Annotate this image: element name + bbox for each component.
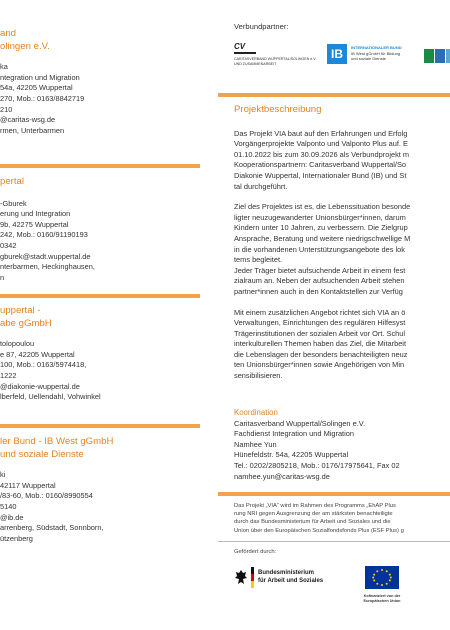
project-heading: Projektbeschreibung [234, 104, 322, 115]
contact-email[interactable]: @diakonie-wuppertal.de [0, 381, 80, 391]
thin-divider [218, 541, 450, 542]
section-divider [218, 93, 450, 97]
flag-black [251, 567, 254, 574]
project-text-line: Trägerinstitutionen der sozialen Arbeit vor Ort. Schul [234, 328, 406, 338]
contact-districts: arrenberg, Südstadt, Sonnborn, [0, 523, 104, 533]
funding-line: rung NRI gegen Ausgrenzung der am stärksten benachteiligte [234, 511, 393, 518]
project-text-line: zialraum an. Neben der aufsuchenden Arbeit stehen [234, 276, 405, 286]
contact-line: ka [0, 62, 8, 72]
logo-underline [234, 52, 256, 54]
funding-note [234, 502, 450, 535]
bmas-logo [234, 566, 334, 596]
ib-logo [327, 44, 407, 68]
contact-line: 1222 [0, 370, 17, 380]
ib-logo-mark: IB [327, 44, 347, 64]
contact-email[interactable]: gburek@stadt.wuppertal.de [0, 251, 91, 261]
contact-line: erung und Integration [0, 209, 71, 219]
contact-line: 0342 [0, 240, 17, 250]
project-text-line: Das Projekt VIA baut auf den Erfahrungen und Erfolg [234, 128, 408, 138]
contact-line: 54a, 42205 Wuppertal [0, 83, 73, 93]
eu-logo [352, 566, 412, 612]
diakonie-logo-block [435, 49, 445, 63]
contact-heading-line: uppertal - [0, 305, 41, 316]
contact-heading-line: abe gGmbH [0, 317, 52, 329]
project-text-line: Vorgängerprojekte Valponto und Valponto Plus auf. E [234, 139, 408, 149]
section-divider [0, 294, 200, 298]
section-divider [0, 424, 200, 428]
ib-logo-caption: INTERNATIONALER BUND [351, 45, 402, 50]
project-text-line: sensibilisieren. [234, 371, 283, 381]
bmas-line: Bundesministerium [258, 570, 315, 576]
contact-line: ntegration und Migration [0, 72, 80, 82]
contact-districts: rmen, Unterbarmen [0, 125, 65, 135]
section-divider [218, 492, 450, 496]
contact-line: 42117 Wuppertal [0, 480, 56, 490]
contact-heading-line: pertal [0, 176, 24, 187]
contact-districts: nterbarmen, Heckinghausen, [0, 262, 95, 272]
contact-line: /83-60, Mob.: 0160/8990554 [0, 491, 93, 501]
project-text-line: Kindern unter 10 Jahren, zu verbessern. Die Zielgrup [234, 223, 408, 233]
coordination-heading: Koordination [234, 408, 278, 417]
coordination-line: Tel.: 0202/2805218, Mob.: 0176/17975641, Fax 02 [234, 460, 400, 470]
contact-line: ki [0, 470, 6, 480]
contact-line: -Gburek [0, 198, 27, 208]
project-text-line: die Lebenslagen der besonders benachteiligten neuz [234, 349, 408, 359]
project-description [234, 104, 450, 382]
coordination-block [234, 408, 450, 482]
federal-eagle-icon [234, 568, 248, 590]
contact-email[interactable]: @caritas-wsg.de [0, 115, 56, 125]
project-text-line: interkulturellen Themen haben das Ziel, die Mitarbeit [234, 339, 406, 349]
contact-districts: lberfeld, Uellendahl, Vohwinkel [0, 392, 101, 402]
contact-block-caritas [0, 28, 200, 136]
project-text-line: Ziel des Projektes ist es, die Lebenssituation besonde [234, 202, 411, 212]
diakonie-logo [424, 47, 450, 65]
contact-block-ib [0, 436, 200, 544]
contact-districts: n [0, 272, 5, 282]
project-text-line: tems begleitet. [234, 255, 283, 265]
contact-heading-line: olingen e.V. [0, 40, 50, 52]
caritas-logo-caption: CARITASVERBAND WUPPERTAL/SOLINGEN e.V. [234, 57, 317, 61]
section-divider [0, 164, 200, 168]
partners-label: Verbundpartner: [234, 22, 289, 31]
coordination-line: Caritasverband Wuppertal/Solingen e.V. [234, 418, 366, 428]
contact-line: 5140 [0, 501, 17, 511]
contact-line: tolopoulou [0, 339, 35, 349]
funding-line: Das Projekt „VIA“ wird im Rahmen des Programms „EhAP Plus [234, 503, 396, 509]
contact-block-diakonie [0, 305, 200, 403]
funding-line: Union über den Europäischen Sozialfondsfonds Plus (ESF Plus) g [234, 527, 404, 534]
diakonie-logo-block [446, 49, 450, 63]
project-text-line: ligter neuzugewanderter Unionsbürger*innen, darum [234, 212, 406, 222]
contact-line: 9b, 42275 Wuppertal [0, 219, 69, 229]
diakonie-logo-block [424, 49, 434, 63]
project-text-line: Ansprache, Beratung und weitere niedrigschwellige M [234, 233, 411, 243]
project-text-line: Jeder Träger bietet aufsuchende Arbeit in einem fest [234, 265, 406, 275]
contact-email[interactable]: @ib.de [0, 512, 24, 522]
contact-line: 210 [0, 104, 13, 114]
coordination-email[interactable]: namhee.yun@caritas-wsg.de [234, 471, 330, 481]
caritas-logo-caption: UND ZUSAMMENARBEIT [234, 62, 277, 66]
contact-heading-line: and [0, 28, 17, 39]
caritas-logo [234, 42, 332, 70]
caritas-logo-mark: CV [234, 42, 246, 51]
project-text-line: tal durchgeführt. [234, 181, 288, 191]
contact-line: 242, Mob.: 0160/91190193 [0, 230, 88, 240]
contact-block-stadt [0, 176, 200, 283]
project-text-line: ten Unionsbürger*innen sowie Angehörigen von Min [234, 360, 405, 370]
contact-line: e 87, 42205 Wuppertal [0, 349, 75, 359]
coordination-line: Fachdienst Integration und Migration [234, 429, 354, 439]
contact-heading-line: und soziale Dienste [0, 448, 84, 460]
funded-by-label: Gefördert durch: [234, 549, 277, 555]
coordination-line: Namhee Yun [234, 439, 277, 449]
contact-districts: ützenberg [0, 533, 33, 543]
project-text-line: in die vorhandenen Unterstützungsangebote des lok [234, 244, 405, 254]
funding-line: durch das Bundesministerium für Arbeit und Soziales und die [234, 519, 391, 526]
project-text-line: Diakonie Wuppertal, Internationaler Bund (IB) und St [234, 170, 407, 180]
project-text-line: Mit einem zusätzlichen Angebot richtet sich VIA an ö [234, 307, 406, 317]
flag-gold [251, 581, 254, 588]
coordination-line: Hünefeldstr. 54a, 42205 Wuppertal [234, 450, 349, 460]
ib-logo-caption: und soziale Dienste [351, 56, 386, 61]
contact-heading-line: ler Bund - IB West gGmbH [0, 436, 114, 447]
bmas-line: für Arbeit und Soziales [258, 577, 324, 584]
project-text-line: 01.10.2022 bis zum 30.09.2026 als Verbundprojekt m [234, 149, 410, 159]
contact-line: 100, Mob.: 0163/5974418, [0, 360, 87, 370]
eu-caption: Europäischen Union [363, 599, 401, 603]
eu-caption: Kofinanziert von der [363, 594, 401, 598]
project-text-line: partner*innen auch in den Kontaktstellen zur Verfüg [234, 286, 403, 296]
project-text-line: Kooperationspartnern: Caritasverband Wuppertal/So [234, 160, 407, 170]
eu-flag-icon [365, 566, 399, 589]
flag-red [251, 574, 254, 581]
ib-logo-caption: IB West gGmbH für Bildung [351, 51, 401, 56]
contact-line: 270, Mob.: 0163/8842719 [0, 93, 85, 103]
project-text-line: Verwaltungen, Einrichtungen des regulären Hilfesyst [234, 318, 406, 328]
